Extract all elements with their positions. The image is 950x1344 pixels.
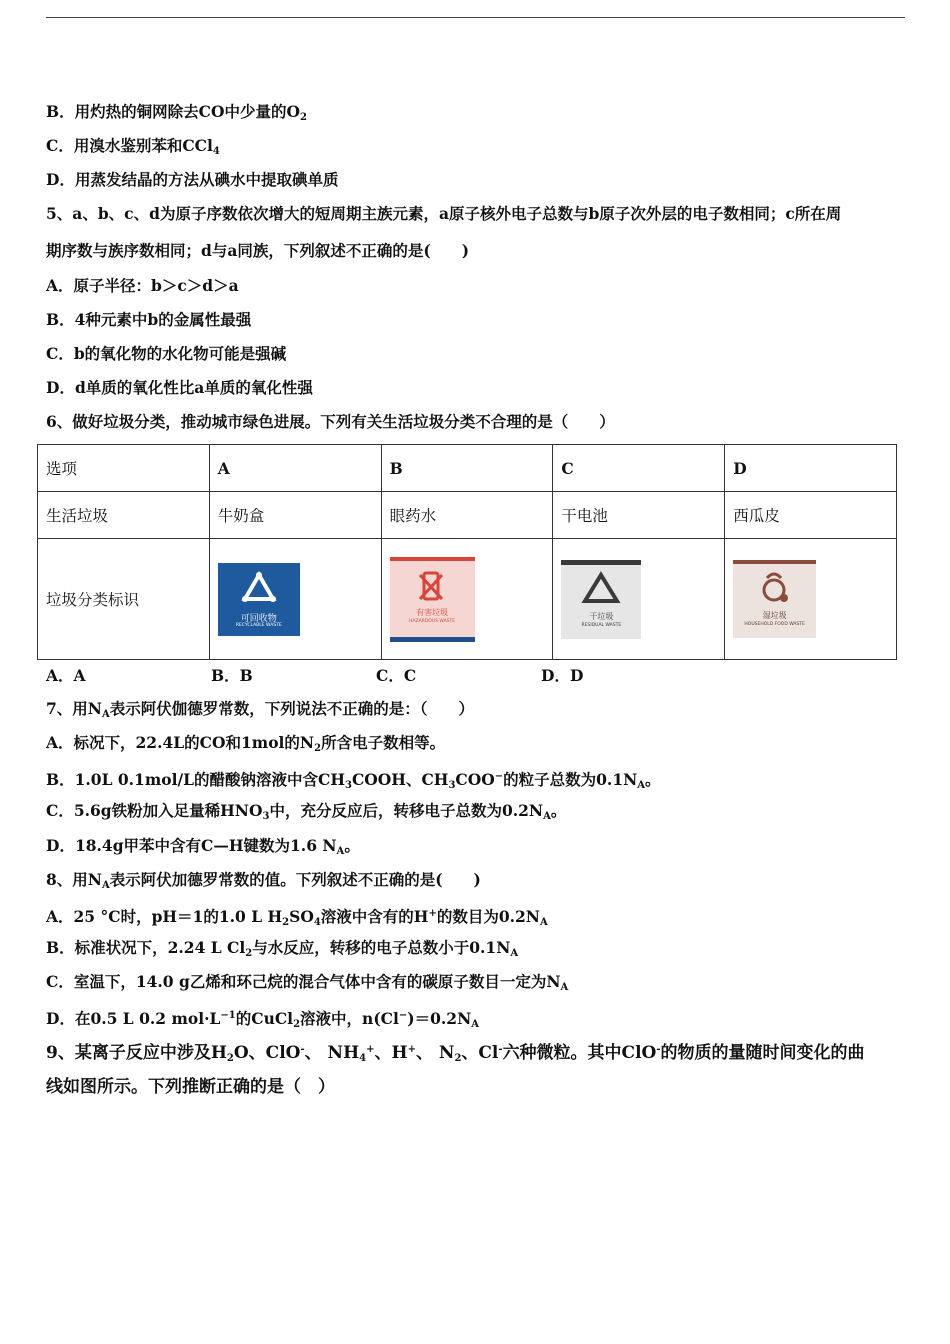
item-b: 眼药水 — [381, 492, 553, 539]
sign-cell-c — [553, 539, 725, 660]
hazardous-sign — [390, 557, 475, 642]
q4-option-b: B．用灼热的铜网除去CO中少量的$O_2$ — [46, 102, 307, 123]
sign-label-cn: 可回收物 — [240, 613, 277, 624]
q5-stem-line2: 期序数与族序数相同；d与a同族，下列叙述不正确的是( ) — [46, 241, 470, 260]
option-header-c: C — [553, 445, 725, 492]
item-d: 西瓜皮 — [725, 492, 897, 539]
q4-option-c: C．用溴水鉴别苯和CCl$_4$ — [46, 136, 220, 157]
q8-stem: 8、用$N_A$表示阿伏加德罗常数的值。下列叙述不正确的是( ) — [46, 870, 481, 891]
option-header-a: A — [209, 445, 381, 492]
q5-option-d: D．d单质的氧化性比a单质的氧化性强 — [46, 378, 313, 397]
q6-stem: 6、做好垃圾分类，推动城市绿色进展。下列有关生活垃圾分类不合理的是（ ） — [46, 412, 615, 431]
sign-label-en: HAZARDOUS WASTE — [409, 618, 456, 624]
q5-stem-line1: 5、a、b、c、d为原子序数依次增大的短周期主族元素，a原子核外电子总数与b原子次外层的电子数相同；c所在周 — [46, 204, 842, 223]
q7-option-b: B．1.0L 0.1mol/L的醋酸钠溶液中含$CH_3COOH$、$CH_3COO^-$的粒子总数为$0.1N_A$。 — [46, 770, 661, 791]
q7-option-a: A．标况下，22.4L的CO和1mol的$N_2$所含电子数相等。 — [46, 733, 446, 754]
item-c: 干电池 — [553, 492, 725, 539]
q6-answer-d: D．D — [541, 666, 584, 685]
q6-answer-b: B．B — [211, 666, 253, 685]
sign-label-cn: 干垃圾 — [589, 611, 614, 621]
row-label-option: 选项 — [38, 445, 210, 492]
sign-label-en: RECYCLABLE WASTE — [235, 622, 282, 628]
q4-option-d: D．用蒸发结晶的方法从碘水中提取碘单质 — [46, 170, 339, 189]
q9-stem-line1: 9、某离子反应中涉及$H_2O$、ClO-、 $NH_4^+$、H+、 $N_2$、Cl-六种微粒。其中ClO-的物质的量随时间变化的曲 — [46, 1043, 865, 1064]
residual-sign — [561, 560, 641, 639]
table-row — [38, 539, 897, 660]
sign-label-cn: 湿垃圾 — [762, 611, 787, 620]
header-rule — [46, 17, 905, 18]
q9-stem-line2: 线如图所示。下列推断正确的是（ ） — [46, 1077, 335, 1097]
sign-cell-a — [209, 539, 381, 660]
row-label-garbage: 生活垃圾 — [38, 492, 210, 539]
sign-label-en: HOUSEHOLD FOOD WASTE — [744, 622, 805, 627]
q8-option-b: B．标准状况下，2.24 L $Cl_2$与水反应，转移的电子总数小于$0.1N_A$ — [46, 938, 519, 959]
option-header-d: D — [725, 445, 897, 492]
q6-answer-a: A．A — [46, 666, 86, 685]
q7-stem: 7、用$N_A$表示阿伏伽德罗常数，下列说法不正确的是：（ ） — [46, 699, 474, 720]
sign-cell-d — [725, 539, 897, 660]
q8-option-a: A．25 °C时，pH＝1的1.0 L $H_2SO_4$溶液中含有的H+的数目为$0.2N_A$ — [46, 907, 548, 928]
q5-option-a: A．原子半径：b＞c＞d＞a — [46, 276, 239, 295]
option-header-b: B — [381, 445, 553, 492]
q6-answer-c: C．C — [376, 666, 417, 685]
food-waste-sign — [733, 560, 816, 638]
item-a: 牛奶盒 — [209, 492, 381, 539]
q6-table — [37, 444, 897, 660]
q8-option-c: C．室温下，14.0 g乙烯和环己烷的混合气体中含有的碳原子数目一定为$N_A$ — [46, 972, 569, 993]
q7-option-c: C．5.6g铁粉加入足量稀$HNO_3$中，充分反应后，转移电子总数为$0.2N_A$。 — [46, 801, 567, 822]
row-label-sign: 垃圾分类标识 — [38, 539, 210, 660]
q5-option-c: C．b的氧化物的水化物可能是强碱 — [46, 344, 287, 363]
recyclable-sign — [218, 563, 300, 636]
sign-cell-b — [381, 539, 553, 660]
table-row — [38, 492, 897, 539]
sign-label-en: RESIDUAL WASTE — [581, 622, 622, 628]
residual-triangle-icon — [561, 569, 641, 613]
food-waste-icon — [733, 568, 816, 612]
q8-option-d: D．在0.5 L 0.2 $mol\cdot L^{-1}$的CuCl$_2$溶液中，$n(Cl^-)=0.2N_A$ — [46, 1009, 479, 1030]
sign-label-cn: 有害垃圾 — [416, 607, 449, 617]
recycle-icon — [218, 567, 300, 615]
q5-option-b: B．4种元素中b的金属性最强 — [46, 310, 252, 329]
table-row — [38, 445, 897, 492]
battery-cross-icon — [390, 567, 475, 611]
q7-option-d: D．18.4g甲苯中含有C—H键数为1.6 $N_A$。 — [46, 836, 360, 857]
